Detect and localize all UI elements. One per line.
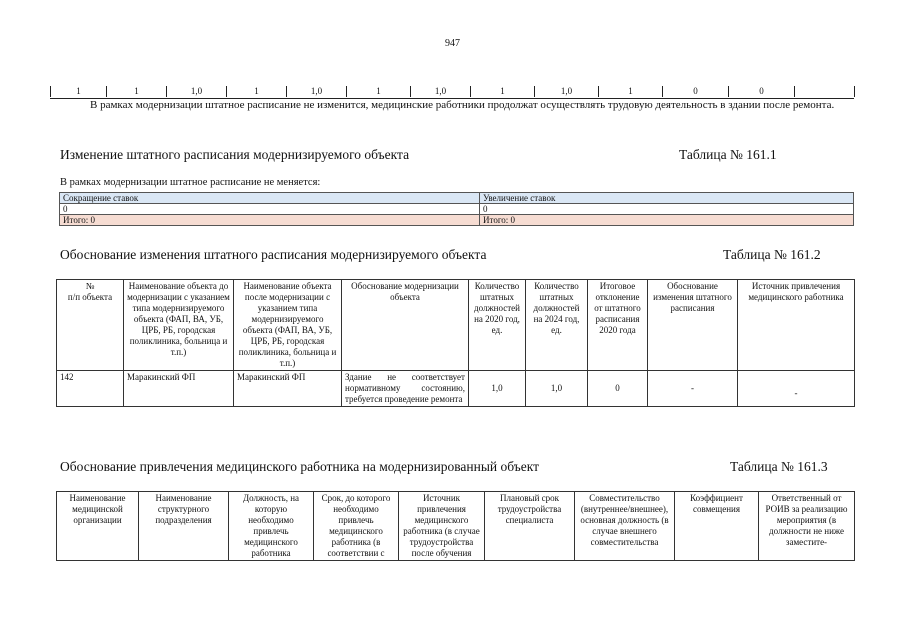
header-justification: Обоснование модернизации объекта <box>342 280 469 371</box>
cell-object-no: 142 <box>57 371 124 407</box>
section1-title: Изменение штатного расписания модернизируемого объекта <box>60 147 410 162</box>
cell-staff-2020: 1,0 <box>469 371 526 407</box>
row-cell: 1,0 <box>287 86 347 97</box>
table-row <box>57 371 855 407</box>
row-cell: 1 <box>227 86 287 97</box>
cell-increase-header: Увеличение ставок <box>480 193 854 204</box>
cell-reduction-total: Итого: 0 <box>60 215 480 226</box>
row-cell: 1,0 <box>535 86 599 97</box>
cell-justification: Здание не соответствует нормативному состоянию, требуется проведение ремонта <box>342 371 469 407</box>
header-deadline: Срок, до которого необходимо привлечь медицинского работника (в соответствии с <box>314 492 399 561</box>
cell-source: - <box>738 371 855 407</box>
worker-attraction-table <box>56 491 855 561</box>
section3-table-number: Таблица № 161.3 <box>730 459 828 474</box>
cell-staff-2024: 1,0 <box>526 371 588 407</box>
paragraph: В рамках модернизации штатное расписание не изменится, медицинские работники продолжат осуществлять трудовую деятельность в здании после ремонта. <box>90 99 835 111</box>
header-org-name: Наименование медицинской организации <box>57 492 139 561</box>
staffing-justification-table <box>56 279 855 407</box>
section3-title: Обоснование привлечения медицинского работника на модернизированный объект <box>60 459 540 474</box>
row-cell: 1 <box>51 86 107 97</box>
row-cell <box>795 86 855 97</box>
header-source: Источник привлечения медицинского работника <box>738 280 855 371</box>
header-staff-2024: Количество штатных должностей на 2024 год, ед. <box>526 280 588 371</box>
row-cell: 1 <box>471 86 535 97</box>
cell-change-justification: - <box>648 371 738 407</box>
section2-title: Обоснование изменения штатного расписания модернизируемого объекта <box>60 247 487 262</box>
section1-note: В рамках модернизации штатное расписание не меняется: <box>60 177 321 188</box>
row-cell: 1,0 <box>411 86 471 97</box>
cell-reduction-header: Сокращение ставок <box>60 193 480 204</box>
header-object-no: № п/п объекта <box>57 280 124 371</box>
header-deviation: Итоговое отклонение от штатного расписания 2020 года <box>588 280 648 371</box>
row-cell: 0 <box>729 86 795 97</box>
header-planned-date: Плановый срок трудоустройства специалиста <box>485 492 575 561</box>
cell-name-before: Маракинский ФП <box>124 371 234 407</box>
section1-table-number: Таблица № 161.1 <box>679 147 777 162</box>
row-cell: 1,0 <box>167 86 227 97</box>
row-cell: 1 <box>599 86 663 97</box>
header-name-before: Наименование объекта до модернизации с указанием типа модернизируемого объекта (ФАП, ВА, УБ, ЦРБ, РБ, городская поликлиника, больница и т.п.) <box>124 280 234 371</box>
row-cell: 0 <box>663 86 729 97</box>
staffing-change-table <box>59 192 854 226</box>
cell-name-after: Маракинский ФП <box>234 371 342 407</box>
section2-table-number: Таблица № 161.2 <box>723 247 821 262</box>
header-name-after: Наименование объекта после модернизации с указанием типа модернизируемого объекта (ФАП, ВА, УБ, ЦРБ, РБ, городская поликлиника, больница и т.п.) <box>234 280 342 371</box>
header-change-justification: Обоснование изменения штатного расписания <box>648 280 738 371</box>
cell-deviation: 0 <box>588 371 648 407</box>
cell-increase-total: Итого: 0 <box>480 215 854 226</box>
cell-increase-value: 0 <box>480 204 854 215</box>
header-position: Должность, на которую необходимо привлечь медицинского работника <box>229 492 314 561</box>
cell-reduction-value: 0 <box>60 204 480 215</box>
header-subdivision: Наименование структурного подразделения <box>139 492 229 561</box>
header-staff-2020: Количество штатных должностей на 2020 год, ед. <box>469 280 526 371</box>
header-responsible: Ответственный от РОИВ за реализацию мероприятия (в должности не ниже заместите- <box>759 492 855 561</box>
row-cell: 1 <box>107 86 167 97</box>
header-coefficient: Коэффициент совмещения <box>675 492 759 561</box>
header-part-time: Совместительство (внутреннее/внешнее), основная должность (в случае внешнего совместительства <box>575 492 675 561</box>
header-source: Источник привлечения медицинского работника (в случае трудоустройства после обучения <box>399 492 485 561</box>
page-number: 947 <box>445 38 460 49</box>
row-cell: 1 <box>347 86 411 97</box>
